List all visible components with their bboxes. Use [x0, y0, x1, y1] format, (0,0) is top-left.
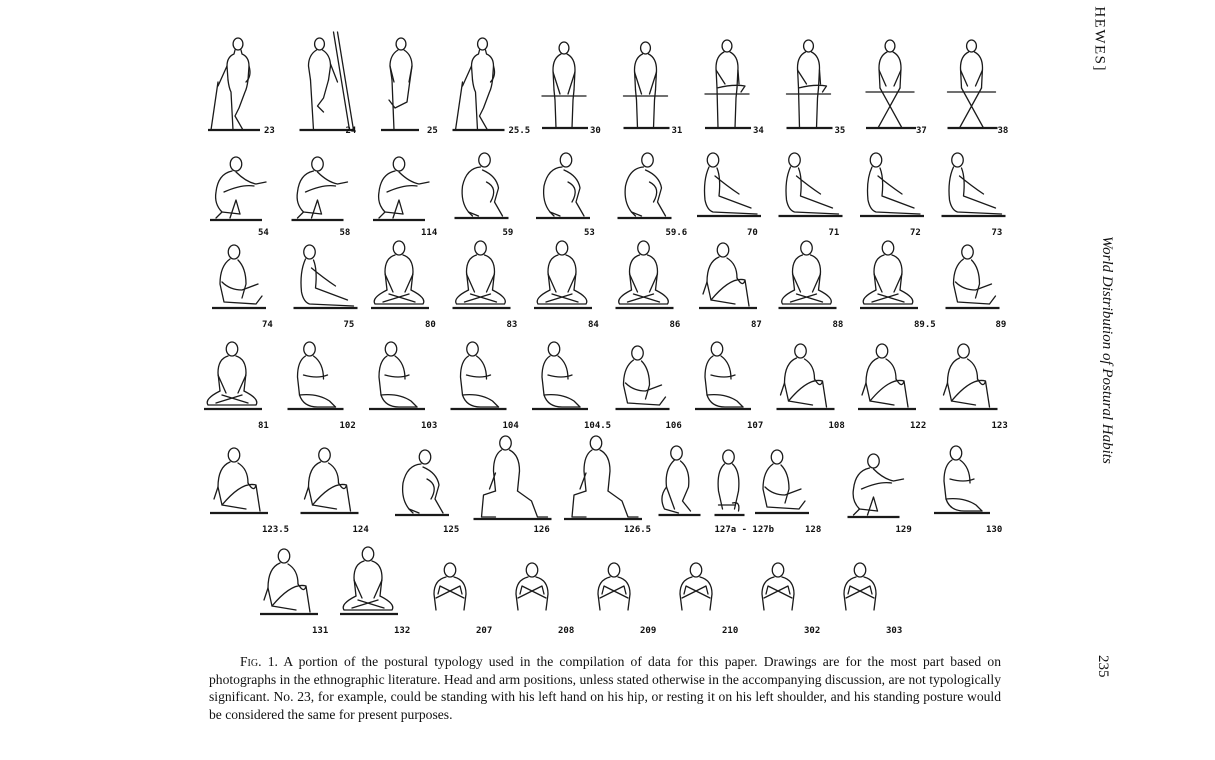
posture-figure-38: [948, 40, 998, 128]
posture-number: 80: [425, 320, 436, 330]
posture-figure-30: [542, 42, 588, 128]
posture-number: 106: [665, 421, 682, 431]
posture-figure-59: [455, 153, 509, 218]
posture-number: 122: [910, 421, 927, 431]
posture-number: 74: [262, 320, 273, 330]
posture-figure-106: [616, 346, 670, 409]
posture-figure-24: [300, 32, 354, 130]
posture-figure-127a-127b: [659, 446, 745, 515]
posture-figure-104-5: [532, 342, 588, 409]
posture-number: 303: [886, 626, 903, 636]
posture-figure-23: [208, 38, 260, 130]
posture-number: 102: [339, 421, 356, 431]
posture-number: 131: [312, 626, 329, 636]
posture-figure-114: [373, 157, 429, 220]
posture-number: 71: [828, 228, 840, 238]
posture-figure-302: [762, 563, 794, 610]
posture-figure-34: [705, 40, 751, 128]
posture-figure-209: [598, 563, 630, 610]
posture-number: 89: [995, 320, 1007, 330]
posture-number: 75: [343, 320, 355, 330]
posture-number: 53: [584, 228, 595, 238]
posture-number: 132: [394, 626, 411, 636]
posture-number: 129: [895, 525, 912, 535]
posture-number: 54: [258, 228, 269, 238]
posture-figure-129: [848, 454, 904, 517]
posture-figure-58: [292, 157, 348, 220]
posture-number: 108: [828, 421, 845, 431]
posture-figure-74: [212, 245, 266, 308]
posture-figure-86: [616, 241, 674, 308]
posture-figure-123: [940, 344, 998, 409]
posture-figure-131: [260, 549, 318, 614]
posture-figure-126-5: [564, 436, 642, 519]
posture-number: 104: [502, 421, 519, 431]
posture-number: 128: [805, 525, 822, 535]
posture-number: 207: [476, 626, 493, 636]
figure-caption: [209, 653, 1001, 723]
posture-figure-128: [755, 450, 809, 513]
posture-number: 37: [916, 126, 927, 136]
posture-number: 84: [588, 320, 599, 330]
posture-figure-132: [340, 547, 398, 614]
posture-figure-210: [680, 563, 712, 610]
posture-number: 208: [558, 626, 575, 636]
posture-number: 72: [910, 228, 921, 238]
caption-text: A portion of the postural typology used in the compilation of data for this paper. Drawings are for the most part based on photographs in the ethnographic literature. Head and arm positions, unless stated otherwise in the accompanying discussion, are not typologically significant. No. 23, for example, could be standing with his left hand on his hip, or resting it on his left shoulder, and his standing posture would be considered the same for present purposes.: [209, 654, 1001, 722]
running-head-title-text: World Distribution of Postural Habits: [1099, 236, 1115, 464]
posture-number: 59.6: [665, 228, 688, 238]
posture-figure-37: [866, 40, 916, 128]
posture-number: 123: [991, 421, 1008, 431]
posture-figure-88: [779, 241, 837, 308]
posture-number: 81: [258, 421, 269, 431]
posture-number: 59: [502, 228, 514, 238]
posture-figure-54: [210, 157, 266, 220]
posture-figure-89-5: [860, 241, 918, 308]
caption-lead: Fig. 1.: [240, 654, 278, 669]
posture-number: 88: [832, 320, 844, 330]
posture-number: 35: [834, 126, 846, 136]
posture-number: 89.5: [914, 320, 936, 330]
posture-number: 209: [640, 626, 657, 636]
posture-figure-25-5: [453, 38, 505, 130]
page-number: [1093, 655, 1113, 685]
page-number-text: 235: [1095, 655, 1111, 678]
posture-number: 127a - 127b: [714, 525, 775, 535]
posture-figure-35: [787, 40, 833, 128]
posture-number: 24: [345, 126, 357, 136]
posture-number: 126.5: [624, 525, 652, 535]
posture-number: 103: [421, 421, 438, 431]
posture-figure-104: [451, 342, 507, 409]
posture-figure-72: [860, 153, 924, 216]
posture-number: 210: [722, 626, 739, 636]
posture-figure-81: [204, 342, 262, 409]
posture-figure-303: [844, 563, 876, 610]
posture-number: 83: [506, 320, 518, 330]
posture-number: 126: [533, 525, 550, 535]
posture-number: 23: [264, 126, 275, 136]
posture-number: 130: [986, 525, 1003, 535]
posture-number: 70: [747, 228, 758, 238]
posture-number: 31: [671, 126, 683, 136]
posture-number: 104.5: [584, 421, 612, 431]
posture-figure-83: [453, 241, 511, 308]
posture-number: 38: [997, 126, 1009, 136]
posture-number: 87: [751, 320, 762, 330]
posture-figure-108: [777, 344, 835, 409]
posture-number: 107: [747, 421, 764, 431]
posture-figure-70: [697, 153, 761, 216]
posture-figure-123-5: [210, 448, 268, 513]
posture-figure-208: [516, 563, 548, 610]
posture-number: 58: [339, 228, 351, 238]
posture-number: 124: [352, 525, 369, 535]
posture-figure-122: [858, 344, 916, 409]
posture-figure-75: [294, 245, 358, 308]
posture-figure-31: [624, 42, 670, 128]
posture-figure-25: [381, 38, 419, 130]
posture-number: 25.5: [508, 126, 531, 136]
posture-number: 123.5: [262, 525, 290, 535]
posture-figure-126: [474, 436, 552, 519]
posture-number: 302: [804, 626, 821, 636]
posture-figure-84: [534, 241, 592, 308]
posture-figure-125: [395, 450, 449, 515]
posture-figure-71: [779, 153, 843, 216]
running-head-title: [1099, 236, 1115, 526]
posture-number: 34: [753, 126, 764, 136]
posture-figure-73: [942, 153, 1006, 216]
posture-figure-102: [288, 342, 344, 409]
posture-number: 73: [991, 228, 1003, 238]
posture-figure-107: [695, 342, 751, 409]
posture-figure-53: [536, 153, 590, 218]
posture-figure-207: [434, 563, 466, 610]
posture-number: 30: [590, 126, 601, 136]
posture-number: 114: [421, 228, 438, 238]
posture-figure-103: [369, 342, 425, 409]
posture-number: 86: [669, 320, 681, 330]
posture-figure-80: [371, 241, 429, 308]
posture-figure-124: [301, 448, 359, 513]
posture-number: 25: [427, 126, 438, 136]
posture-number: 125: [443, 525, 460, 535]
posture-figure-59-6: [618, 153, 672, 218]
running-head-author: HEWES]: [1092, 6, 1108, 72]
posture-figure-130: [934, 446, 990, 513]
posture-figure-87: [699, 243, 757, 308]
posture-figure-89: [946, 245, 1000, 308]
